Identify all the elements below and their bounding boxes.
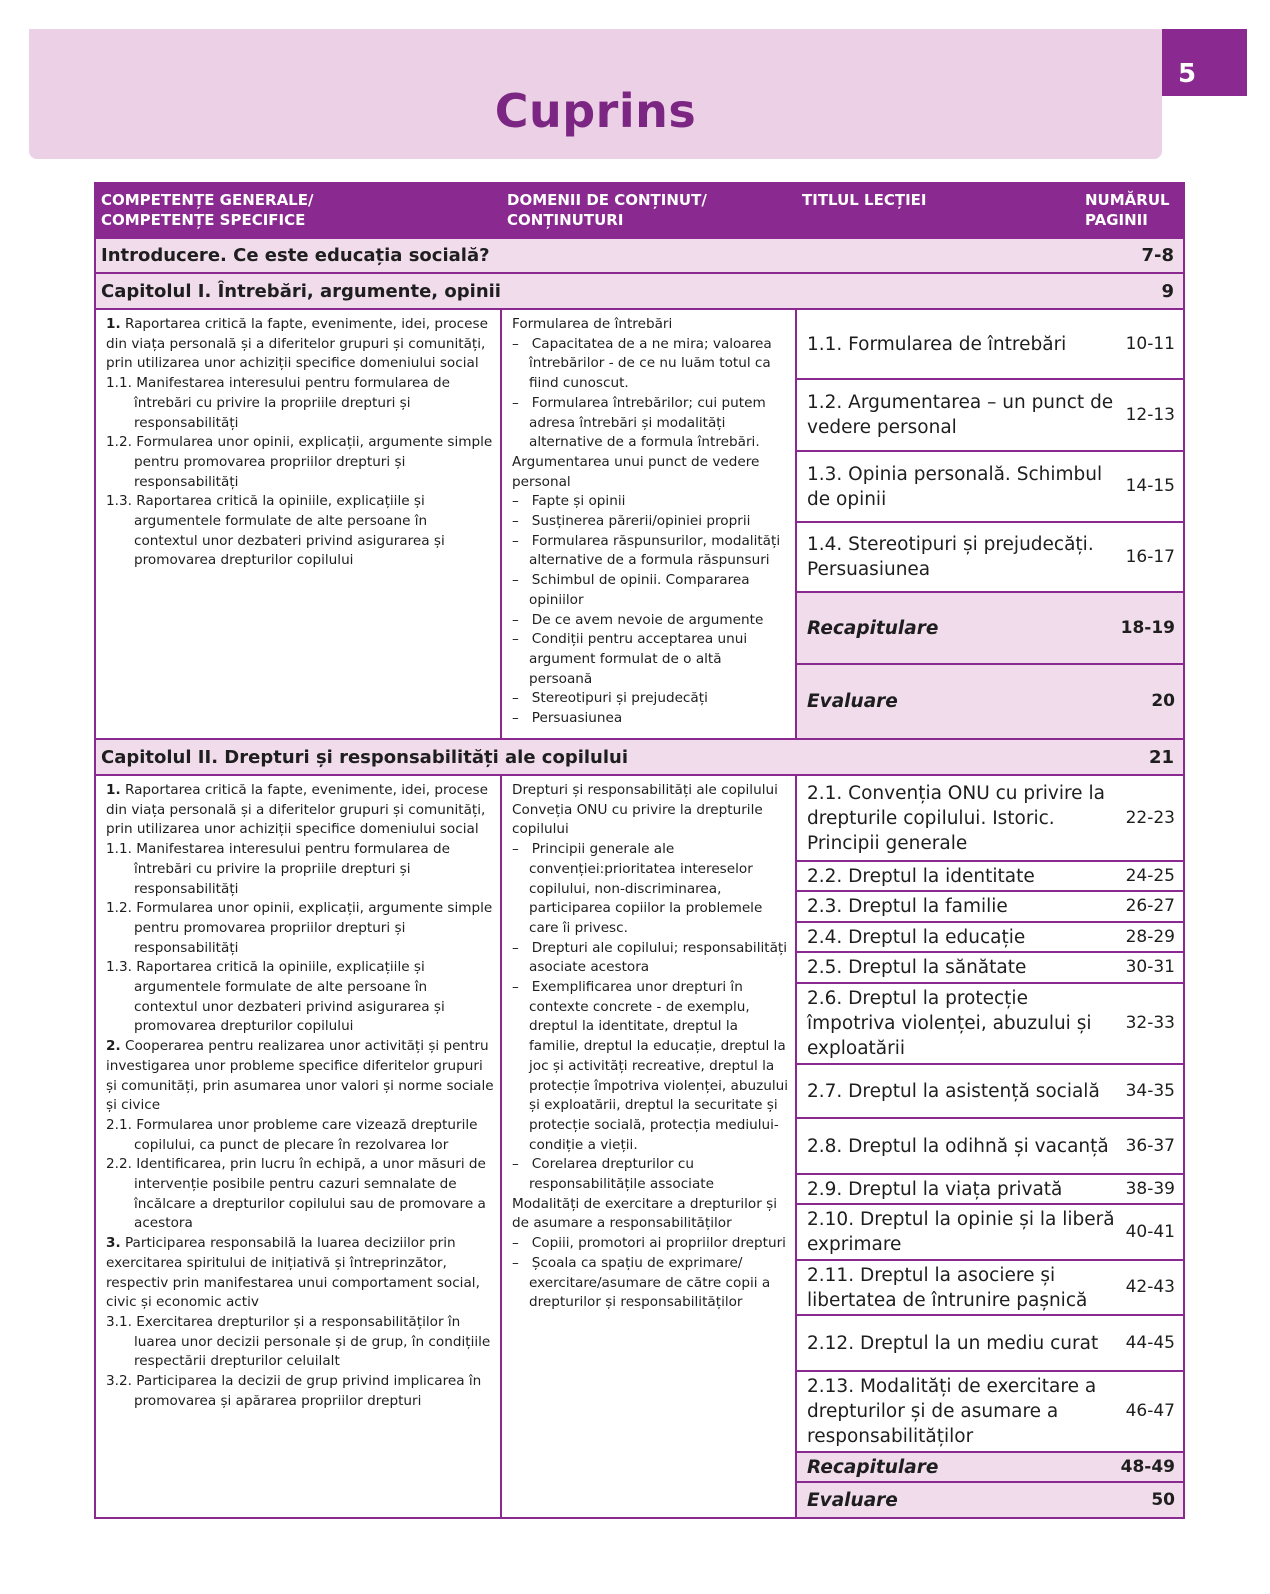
lesson-pages: 10-11 — [1125, 333, 1175, 354]
content-item: – Fapte și opinii — [512, 493, 626, 510]
lesson-pages: 24-25 — [1125, 865, 1175, 886]
content-heading: Argumentarea unui punct de vedere personal — [512, 453, 760, 490]
page-number-tab: 5 — [1162, 29, 1247, 96]
lesson-pages: 46-47 — [1125, 1401, 1175, 1421]
lesson-title: 2.4. Dreptul la educație — [807, 926, 1026, 948]
lesson-row[interactable] — [797, 380, 1183, 452]
specific-competence — [106, 1116, 494, 1155]
competence-number: 1.1. — [106, 841, 132, 858]
competence-number: 3.2. — [106, 1373, 132, 1390]
lesson-pages: 50 — [1151, 1489, 1175, 1510]
summary-lesson-row[interactable] — [797, 665, 1183, 738]
competence-text: Formularea unor opinii, explicații, argumente simple pentru promovarea propriilor drepturi și responsabilități — [131, 434, 493, 490]
lesson-row[interactable] — [797, 862, 1183, 892]
lesson-title: 1.3. Opinia personală. Schimbul de opinii — [807, 463, 1103, 510]
content-item: – Condiții pentru acceptarea unui argument formulat de o altă persoană — [512, 631, 748, 687]
lesson-title: Recapitulare — [807, 617, 939, 639]
content-item: – Exemplificarea unor drepturi în contexte concrete - de exemplu, dreptul la identitate, dreptul la familie, dreptul la educație, dreptul la joc și activități recreative, dreptul la protecție împotriva violenței, abuzului și exploatării, dreptul la securitate și protecție socială, protecția mediului-condiție a vieții. — [512, 979, 789, 1153]
chapter2-title: Capitolul II. Drepturi și responsabilități ale copilului — [101, 746, 629, 768]
content-item: – Stereotipuri și prejudecăți — [512, 690, 708, 707]
competence-text: Raportarea critică la opiniile, explicațiile și argumentele formulate de alte persoane în contextul unor dezbateri privind asigurarea și promovarea drepturilor copilului — [131, 959, 445, 1035]
lesson-pages: 28-29 — [1125, 926, 1175, 947]
summary-lesson-row[interactable] — [797, 1453, 1183, 1483]
competence-number: 1.2. — [106, 434, 132, 451]
table-of-contents — [94, 182, 1185, 1519]
competence-number: 1.1. — [106, 375, 132, 392]
content-heading: Conveția ONU cu privire la drepturile copilului — [512, 801, 763, 838]
lesson-title: 1.1. Formularea de întrebări — [807, 333, 1067, 355]
competence-number: 1.3. — [106, 493, 132, 510]
chapter1-lessons — [797, 310, 1183, 738]
lesson-title: 2.3. Dreptul la familie — [807, 896, 1008, 917]
general-competence — [106, 1037, 494, 1116]
specific-competence — [106, 840, 494, 899]
lesson-title: 2.11. Dreptul la asociere și libertatea de întrunire pașnică — [807, 1264, 1088, 1311]
lesson-row[interactable] — [797, 892, 1183, 923]
lesson-row[interactable] — [797, 984, 1183, 1065]
specific-competence — [106, 1313, 494, 1372]
content-item: – Formularea întrebărilor; cui putem adresa întrebări și modalități alternative de a formula întrebări. — [512, 394, 766, 451]
lesson-title: 1.2. Argumentarea – un punct de vedere personal — [807, 392, 1114, 438]
competence-text: Formularea unor probleme care vizează drepturile copilului, ca punct de plecare în rezolvarea lor — [131, 1116, 478, 1153]
competence-text: Raportarea critică la fapte, evenimente, idei, procese din viața personală și a diferitelor grupuri și comunități, prin utilizarea unor achiziții specifice domeniului social — [106, 316, 488, 372]
lesson-pages: 34-35 — [1125, 1080, 1175, 1101]
content-item: – Școala ca spațiu de exprimare/ exercitare/asumare de către copii a drepturilor și responsabilităților — [512, 1254, 771, 1311]
competence-number: 1. — [106, 316, 121, 332]
intro-title: Introducere. Ce este educația socială? — [101, 245, 490, 266]
lesson-row[interactable] — [797, 1372, 1183, 1453]
lesson-pages: 12-13 — [1125, 404, 1175, 425]
content-item: – Persuasiunea — [512, 710, 623, 727]
lesson-pages: 38-39 — [1125, 1178, 1175, 1199]
specific-competence — [106, 1372, 494, 1411]
lesson-pages: 14-15 — [1125, 476, 1175, 496]
lesson-pages: 40-41 — [1125, 1221, 1175, 1242]
lesson-row[interactable] — [797, 310, 1183, 380]
lesson-title: Evaluare — [807, 1489, 898, 1511]
lesson-row[interactable] — [797, 1205, 1183, 1261]
lesson-title: 1.4. Stereotipuri și prejudecăți. Persuasiunea — [807, 534, 1094, 580]
header-page-number: NUMĂRUL PAGINII — [1085, 191, 1170, 229]
table-header — [96, 184, 1183, 239]
content-item: – Principii generale ale convenției:prioritatea intereselor copilului, non-discriminarea, participarea copiilor la problemele care îi privesc. — [512, 841, 763, 936]
lesson-title: 2.6. Dreptul la protecție împotriva violenței, abuzului și exploatării — [807, 988, 1092, 1059]
content-item: – Copiii, promotori ai propriilor drepturi — [512, 1235, 786, 1252]
chapter2-contents — [502, 776, 797, 1517]
chapter1-contents — [502, 310, 797, 738]
content-item: – Capacitatea de a ne mira; valoarea întrebărilor - de ce nu luăm totul ca fiind cunoscut. — [512, 335, 772, 392]
general-competence — [106, 315, 494, 374]
chapter2-lessons — [797, 776, 1183, 1517]
lesson-pages: 18-19 — [1120, 617, 1175, 638]
lesson-title: 2.2. Dreptul la identitate — [807, 865, 1035, 887]
lesson-title: 2.1. Convenția ONU cu privire la drepturile copilului. Istoric. Principii generale — [807, 782, 1105, 854]
lesson-pages: 44-45 — [1125, 1332, 1175, 1353]
header-contents: DOMENII DE CONȚINUT/ CONȚINUTURI — [507, 191, 707, 229]
lesson-title: 2.8. Dreptul la odihnă și vacanță — [807, 1135, 1109, 1157]
lesson-title: 2.13. Modalități de exercitare a drepturilor și de asumare a responsabilităților — [807, 1376, 1097, 1447]
lesson-row[interactable] — [797, 953, 1183, 984]
competence-text: Participarea responsabilă la luarea deciziilor prin exercitarea spiritului de inițiativă și întreprinzător, respectiv prin manifestarea unui comportament social, civic și economic activ — [106, 1235, 480, 1311]
competence-number: 2.1. — [106, 1116, 132, 1133]
content-heading: Formularea de întrebări — [512, 316, 673, 332]
content-item: – Corelarea drepturilor cu responsabilitățile associate — [512, 1156, 714, 1193]
content-item: – Formularea răspunsurilor, modalități alternative de a formula răspunsuri — [512, 532, 781, 569]
competence-number: 2. — [106, 1038, 121, 1055]
general-competence — [106, 781, 494, 840]
general-competence — [106, 1234, 494, 1313]
specific-competence — [106, 492, 494, 571]
chapter1-section — [96, 310, 1183, 740]
lesson-row[interactable] — [797, 923, 1183, 953]
lesson-pages: 48-49 — [1120, 1456, 1175, 1477]
lesson-row[interactable] — [797, 1065, 1183, 1119]
content-item: – Drepturi ale copilului; responsabilități asociate acestora — [512, 939, 788, 976]
competence-text: Participarea la decizii de grup privind implicarea în promovarea și apărarea propriilor drepturi — [131, 1373, 482, 1409]
chapter1-title: Capitolul I. Întrebări, argumente, opinii — [101, 280, 501, 302]
competence-number: 2.2. — [106, 1156, 132, 1173]
competence-text: Raportarea critică la fapte, evenimente, idei, procese din viața personală și a diferitelor grupuri și comunități, prin utilizarea unor achiziții specifice domeniului social — [106, 782, 488, 838]
specific-competence — [106, 433, 494, 492]
header-competences: COMPETENȚE GENERALE/ COMPETENȚE SPECIFICE — [101, 191, 314, 229]
specific-competence — [106, 1155, 494, 1234]
content-item: – Susținerea părerii/opiniei proprii — [512, 513, 751, 530]
lesson-row[interactable] — [797, 452, 1183, 523]
competence-number: 1.2. — [106, 900, 132, 917]
lesson-title: 2.12. Dreptul la un mediu curat — [807, 1332, 1099, 1354]
summary-lesson-row[interactable] — [797, 1483, 1183, 1517]
chapter2-pages: 21 — [1148, 746, 1174, 768]
chapter1-competences — [96, 310, 502, 738]
chapter1-row[interactable] — [96, 274, 1183, 310]
content-heading: Drepturi și responsabilități ale copilului — [512, 782, 778, 798]
specific-competence — [106, 958, 494, 1037]
lesson-pages: 30-31 — [1125, 957, 1175, 977]
lesson-title: 2.10. Dreptul la opinie și la liberă exprimare — [807, 1209, 1115, 1255]
competence-number: 1. — [106, 782, 121, 798]
content-item: – De ce avem nevoie de argumente — [512, 611, 764, 628]
intro-row[interactable] — [96, 239, 1183, 274]
summary-lesson-row[interactable] — [797, 593, 1183, 665]
competence-text: Formularea unor opinii, explicații, argumente simple pentru promovarea propriilor drepturi și responsabilități — [131, 900, 493, 956]
lesson-title: Recapitulare — [807, 1456, 939, 1478]
lesson-pages: 22-23 — [1125, 807, 1175, 828]
chapter2-section — [96, 776, 1183, 1517]
intro-pages: 7-8 — [1141, 245, 1174, 266]
competence-text: Raportarea critică la opiniile, explicațiile și argumentele formulate de alte persoane în contextul unor dezbateri privind asigurarea și promovarea drepturilor copilului — [131, 493, 445, 569]
lesson-title: Evaluare — [807, 691, 898, 712]
specific-competence — [106, 899, 494, 958]
lesson-title: 2.9. Dreptul la viața privată — [807, 1178, 1063, 1200]
competence-text: Identificarea, prin lucru în echipă, a unor măsuri de intervenție posibile pentru cazuri semnalate de încălcare a drepturilor copilului sau de promovare a acestora — [131, 1156, 486, 1232]
chapter1-pages: 9 — [1161, 280, 1174, 302]
lesson-pages: 36-37 — [1125, 1135, 1175, 1156]
competence-text: Manifestarea interesului pentru formularea de întrebări cu privire la propriile drepturi și responsabilități — [131, 841, 451, 897]
lesson-title: 2.7. Dreptul la asistență socială — [807, 1080, 1100, 1102]
competence-number: 3.1. — [106, 1313, 132, 1330]
competence-text: Exercitarea drepturilor și a responsabilităților în luarea unor decizii personale și de grup, în condițiile respectării drepturilor celuilalt — [131, 1313, 491, 1370]
header-lesson-title: TITLUL LECȚIEI — [802, 191, 927, 209]
lesson-row[interactable] — [797, 776, 1183, 862]
competence-text: Manifestarea interesului pentru formularea de întrebări cu privire la propriile drepturi și responsabilități — [131, 375, 451, 431]
lesson-pages: 42-43 — [1125, 1277, 1175, 1297]
content-item: – Schimbul de opinii. Compararea opiniilor — [512, 572, 750, 608]
lesson-row[interactable] — [797, 523, 1183, 593]
content-heading: Modalități de exercitare a drepturilor și de asumare a responsabilităților — [512, 1195, 777, 1232]
lesson-pages: 32-33 — [1125, 1013, 1175, 1033]
chapter2-row[interactable] — [96, 740, 1183, 776]
specific-competence — [106, 374, 494, 433]
lesson-row[interactable] — [797, 1316, 1183, 1372]
lesson-row[interactable] — [797, 1119, 1183, 1175]
lesson-title: 2.5. Dreptul la sănătate — [807, 957, 1027, 978]
lesson-pages: 26-27 — [1125, 896, 1175, 916]
lesson-pages: 16-17 — [1125, 546, 1175, 567]
page-title: Cuprins — [494, 84, 697, 138]
lesson-pages: 20 — [1151, 691, 1175, 711]
competence-text: Cooperarea pentru realizarea unor activități și pentru investigarea unor probleme specifice diferitelor grupuri și comunități, prin asumarea unor valori și norme sociale și civice — [106, 1038, 494, 1114]
lesson-row[interactable] — [797, 1261, 1183, 1316]
competence-number: 3. — [106, 1235, 121, 1252]
competence-number: 1.3. — [106, 959, 132, 976]
chapter2-competences — [96, 776, 502, 1517]
lesson-row[interactable] — [797, 1175, 1183, 1205]
